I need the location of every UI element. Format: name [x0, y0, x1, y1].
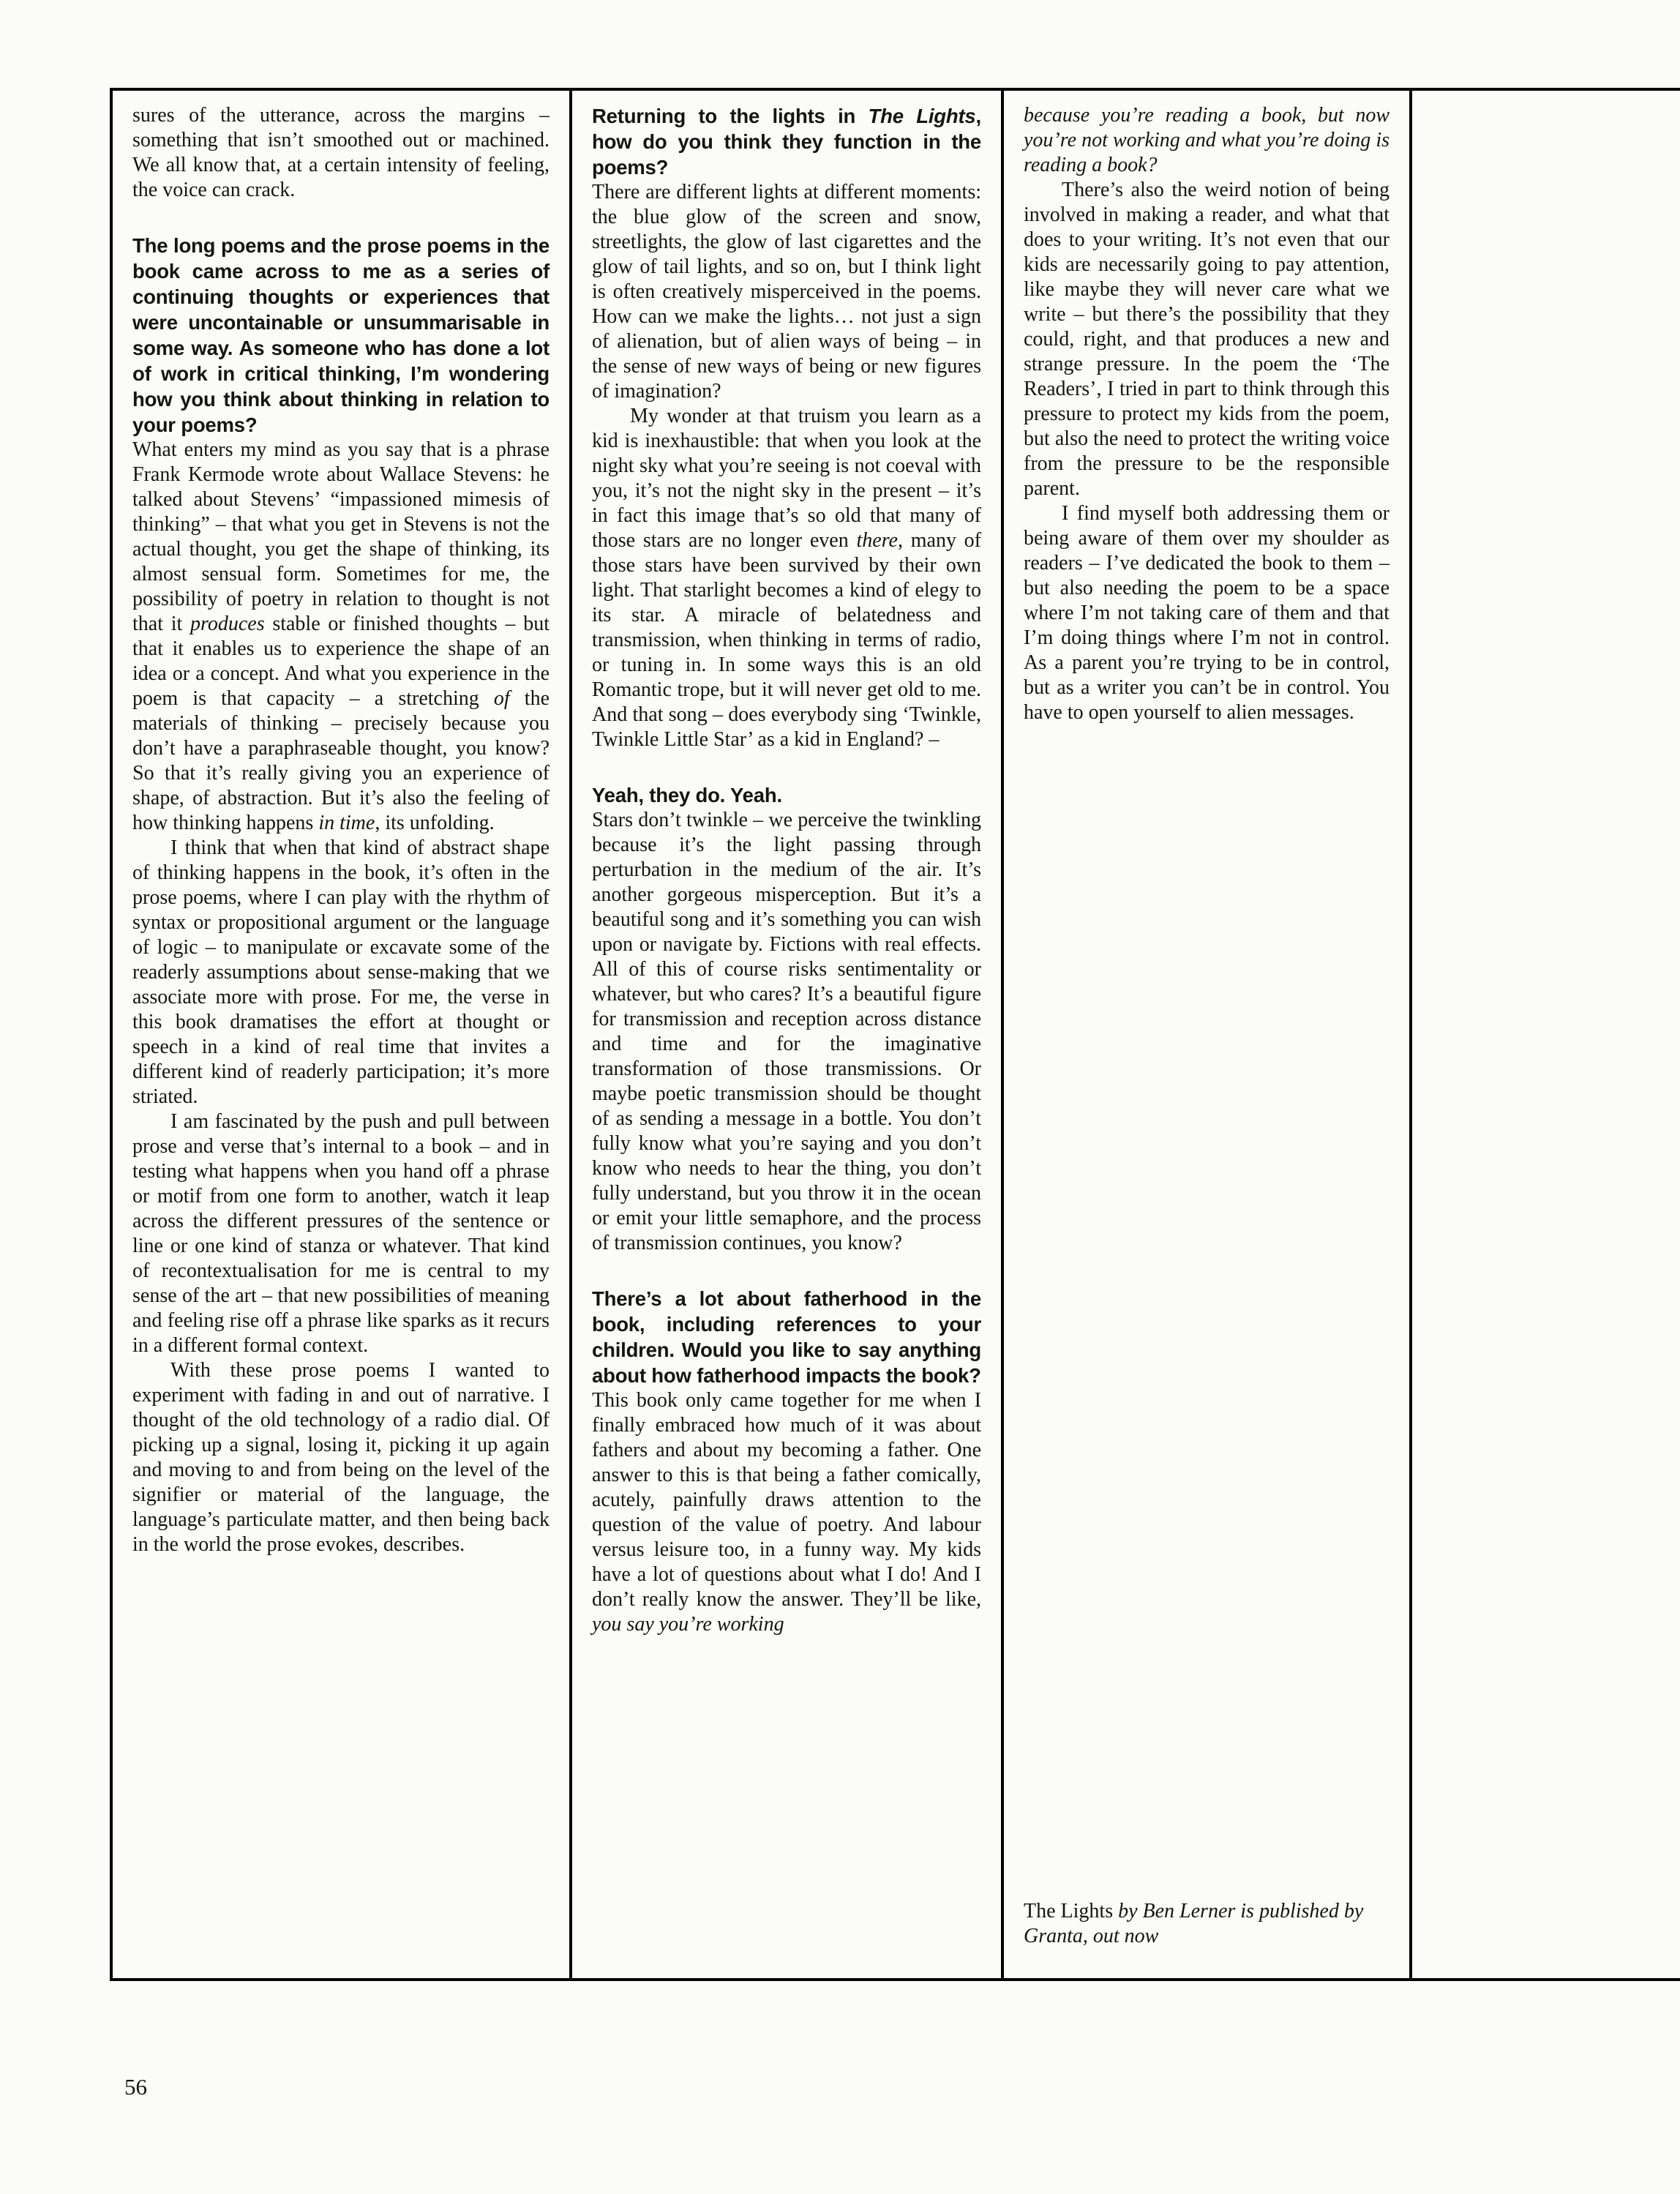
text-run: , many of those stars have been survived by their own light. That starlight becomes a kind of elegy to its star. A miracle of belatedness and transmission, when thinking in terms of radio, or tuning in. In some ways this is an old Romantic trope, but it will never get old to me. And that song – does everybody sing ‘Twinkle, Twinkle Little Star’ as a kid in England? – — [592, 529, 982, 751]
text-run: stable or finished thoughts – but that it enables us to experience the shape of an idea or a concept. And what you experience in the poem is that capacity – a stretching — [132, 613, 550, 710]
book-credit — [1024, 1899, 1390, 1949]
interviewee-answer — [132, 438, 550, 836]
text-run: What enters my mind as you say that is a phrase Frank Kermode wrote about Wallace Stevens: he talked about Stevens’ “impassioned mimesis of thinking” – that what you get in Stevens is not the actual thought, you get the shape of thinking, its almost sensual form. Sometimes for me, the possibility of poetry in relation to thought is not that it — [132, 438, 550, 635]
interviewer-question — [592, 103, 981, 180]
interviewee-answer — [592, 180, 981, 404]
text-run: I think that when that kind of abstract shape of thinking happens in the book, it’s often in the prose poems, where I can play with the rhythm of syntax or propositional argument or the language of logic – to manipulate or excavate some of the readerly assumptions about sense-making that we associate more with prose. For me, the verse in this book dramatises the effort at thought or speech in a kind of real time that invites a different kind of readerly participation; it’s more striated. — [132, 836, 550, 1108]
text-run: With these prose poems I wanted to experiment with fading in and out of narrative. I thought of the old technology of a radio dial. Of picking up a signal, losing it, picking it up again and moving to and from being on the level of the signifier or material of the language, the language’s particulate matter, and then being back in the world the prose evokes, describes. — [132, 1359, 550, 1556]
emphasized-text: by Ben Lerner is published by Granta, out now — [1024, 1900, 1364, 1947]
interviewee-answer — [132, 1109, 550, 1358]
emphasized-text: because you’re reading a book, but now you’re not working and what you’re doing is reading a book? — [1024, 104, 1390, 176]
emphasized-text: produces — [190, 613, 265, 635]
emphasized-text: you say you’re working — [592, 1613, 784, 1636]
interviewee-answer — [592, 1388, 981, 1637]
interviewee-answer — [592, 808, 981, 1256]
text-run: This book only came together for me when I finally embraced how much of it was about fathers and about my becoming a father. One answer to this is that being a father comically, acutely, painfully draws attention to the question of the value of poetry. And labour versus leisure too, in a funny way. My kids have a lot of questions about what I do! And I don’t really know the answer. They’ll be like, — [592, 1389, 981, 1611]
interviewer-question — [592, 782, 981, 808]
empty-column — [1412, 91, 1680, 1978]
text-run: the materials of thinking – precisely because you don’t have a paraphraseable thought, you know? So that it’s really giving you an experience of shape, of abstraction. But it’s also the feeling of how thinking happens — [132, 687, 550, 834]
interviewee-answer — [132, 1358, 550, 1557]
interviewee-answer — [132, 836, 550, 1109]
interviewee-answer — [132, 103, 550, 203]
text-column-1 — [113, 91, 572, 1978]
paragraph-gap — [592, 752, 981, 782]
text-run: My wonder at that truism you learn as a kid is inexhaustible: that when you look at the night sky what you’re seeing is not coeval with you, it’s not the night sky in the present – it’s in fact this image that’s so old that many of those stars are no longer even — [592, 405, 981, 552]
text-run: The Lights — [1024, 1900, 1119, 1922]
text-column-3 — [1004, 91, 1412, 1978]
emphasized-text: The Lights — [868, 105, 976, 127]
interview-grid — [110, 88, 1680, 1981]
interviewee-answer — [592, 404, 981, 752]
interviewee-answer — [1024, 178, 1390, 501]
paragraph-gap — [132, 203, 550, 233]
text-run: Returning to the lights in — [592, 105, 869, 127]
text-run: , how do you think they function in the poems? — [592, 105, 981, 179]
text-run: There’s a lot about fatherhood in the book, including references to your children. Would you like to say anything about how fatherhood impacts the book? — [592, 1287, 981, 1387]
interviewer-question — [592, 1286, 981, 1388]
text-run: There’s also the weird notion of being involved in making a reader, and what that does to your writing. It’s not even that our kids are necessarily going to pay attention, like maybe they will never care what we write – but there’s the possibility that they could, right, and that produces a new and strange pressure. In the poem the ‘The Readers’, I tried in part to think through this pressure to protect my kids from the poem, but also the need to protect the writing voice from the pressure to be the responsible parent. — [1024, 179, 1390, 500]
paragraph-gap — [592, 1256, 981, 1286]
interviewee-answer — [1024, 501, 1390, 725]
page-number: 56 — [124, 2074, 147, 2100]
interviewer-question — [132, 233, 550, 438]
emphasized-text: in time — [318, 812, 375, 834]
emphasized-text: there — [856, 529, 898, 552]
text-run: I am fascinated by the push and pull between prose and verse that’s internal to a book – and in testing what happens when you hand off a phrase or motif from one form to another, watch it leap across the different pressures of the sentence or line or one kind of stanza or whatever. That kind of recontextualisation for me is central to my sense of the art – that new possibilities of meaning and feeling rise off a phrase like sparks as it recurs in a different formal context. — [132, 1110, 550, 1357]
text-run: sures of the utterance, across the margins – something that isn’t smoothed out or machined. We all know that, at a certain intensity of feeling, the voice can crack. — [132, 104, 550, 201]
text-run: Stars don’t twinkle – we perceive the twinkling because it’s the light passing through perturbation in the medium of the air. It’s another gorgeous misperception. But it’s a beautiful song and it’s something you can wish upon or navigate by. Fictions with real effects. All of this of course risks sentimentality or whatever, but who cares? It’s a beautiful figure for transmission and reception across distance and time and for the imaginative transformation of those transmissions. Or maybe poetic transmission should be thought of as sending a message in a bottle. You don’t fully know what you’re saying and you don’t know who needs to hear the thing, you don’t fully understand, but you throw it in the ocean or emit your little semaphore, and the process of transmission continues, you know? — [592, 809, 981, 1254]
interviewee-answer — [1024, 103, 1390, 178]
text-run: , its unfolding. — [375, 812, 495, 834]
text-run: Yeah, they do. Yeah. — [592, 784, 782, 806]
text-run: There are different lights at different moments: the blue glow of the screen and snow, streetlights, the glow of last cigarettes and the glow of tail lights, and so on, but I think light is often creatively misperceived in the poems. How can we make the lights… not just a sign of alienation, but of alien ways of being – in the sense of new ways of being or new figures of imagination? — [592, 181, 981, 403]
text-column-2 — [572, 91, 1004, 1978]
text-run: The long poems and the prose poems in the book came across to me as a series of continuing thoughts or experiences that were uncontainable or unsummarisable in some way. As someone who has done a lot of work in critical thinking, I’m wondering how you think about thinking in relation to your poems? — [132, 234, 550, 436]
emphasized-text: of — [493, 687, 510, 710]
text-run: I find myself both addressing them or being aware of them over my shoulder as readers – I’ve dedicated the book to them – but also needing the poem to be a space where I’m not taking care of them and that I’m doing things where I’m not in control. As a parent you’re trying to be in control, but as a writer you can’t be in control. You have to open yourself to alien messages. — [1024, 502, 1390, 724]
